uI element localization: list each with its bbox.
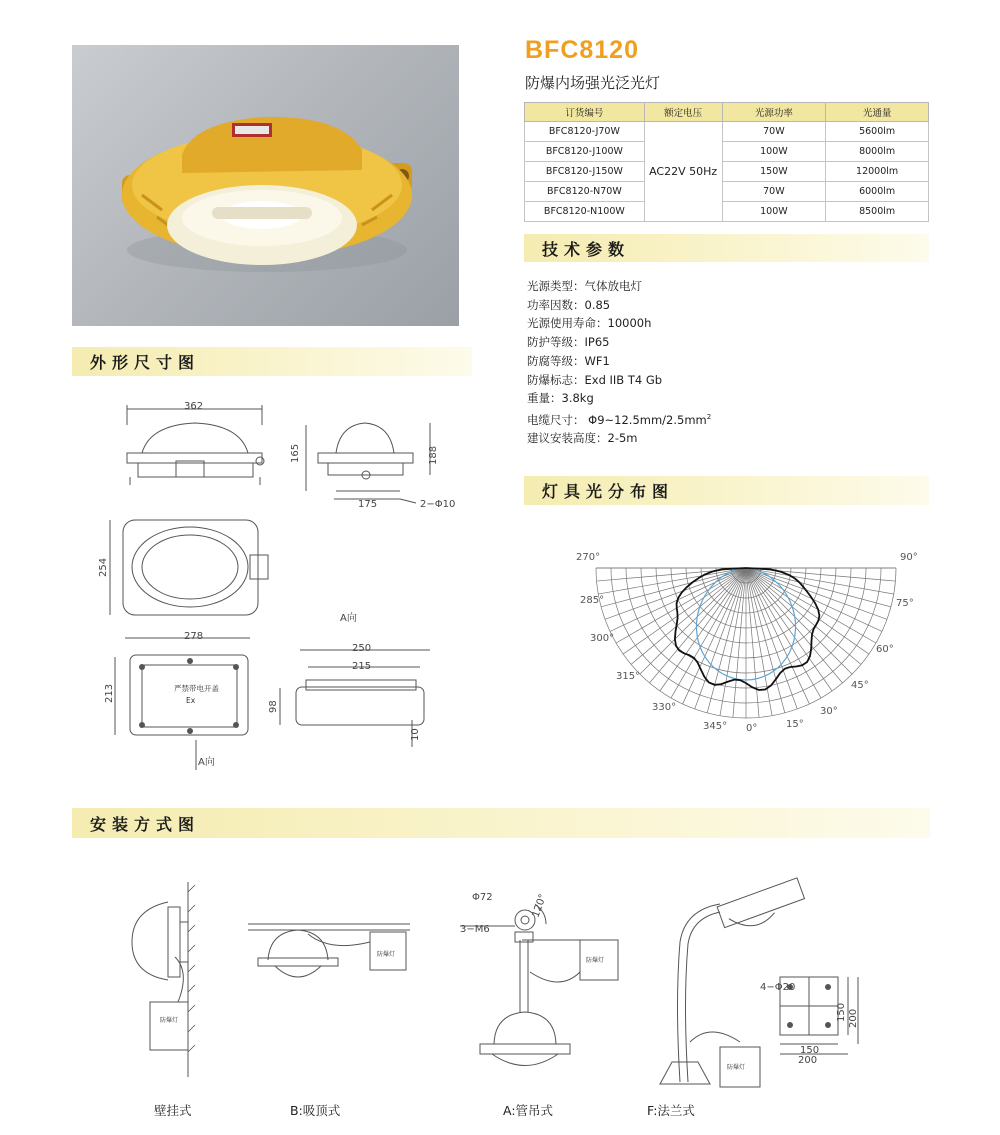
section-tech-params bbox=[524, 234, 929, 262]
param-anticorrosion: 防腐等级：WF1 bbox=[527, 353, 610, 368]
install-label-wall: 壁挂式 bbox=[154, 1103, 192, 1118]
angle-45: 45° bbox=[851, 680, 869, 691]
spec-table-header bbox=[525, 103, 929, 122]
section-dimensions bbox=[72, 347, 472, 376]
flange-150-h: 150 bbox=[800, 1045, 820, 1056]
product-name: 防爆内场强光泛光灯 bbox=[525, 74, 661, 92]
param-cable-text: 电缆尺寸： Φ9~12.5mm/2.5mm bbox=[527, 412, 707, 427]
section-dims-title: 外形尺寸图 bbox=[90, 353, 201, 372]
flange-4-phi20: 4−Φ20 bbox=[760, 982, 796, 993]
wall-box-label: 防爆灯 bbox=[160, 1017, 179, 1024]
param-ip: 防护等级：IP65 bbox=[527, 335, 610, 350]
angle-300: 300° bbox=[590, 633, 615, 644]
polar-spoke bbox=[707, 568, 746, 713]
angle-315: 315° bbox=[616, 671, 641, 682]
install-label-pipe: A:管吊式 bbox=[503, 1103, 554, 1118]
dimension-drawings bbox=[90, 395, 490, 785]
pipe-3m6: 3−M6 bbox=[460, 924, 490, 935]
pipe-box-label: 防爆灯 bbox=[586, 957, 605, 964]
product-photo bbox=[72, 45, 459, 326]
cell-code: BFC8120-J70W bbox=[525, 122, 645, 142]
cell-code: BFC8120-N100W bbox=[525, 202, 645, 222]
product-model: BFC8120 bbox=[525, 36, 639, 64]
install-label-flange: F:法兰式 bbox=[647, 1103, 695, 1118]
flange-200-h: 200 bbox=[798, 1055, 818, 1066]
angle-60: 60° bbox=[876, 644, 894, 655]
dim-250: 250 bbox=[352, 643, 372, 654]
section-light-distribution bbox=[524, 476, 929, 505]
angle-15: 15° bbox=[786, 719, 804, 730]
cell-code: BFC8120-N70W bbox=[525, 182, 645, 202]
pipe-120deg: 120° bbox=[530, 892, 550, 920]
header-voltage: 额定电压 bbox=[644, 103, 722, 122]
spec-table bbox=[524, 102, 929, 222]
cell-flux: 5600lm bbox=[826, 122, 929, 142]
angle-285: 285° bbox=[580, 595, 605, 606]
section-light-title: 灯具光分布图 bbox=[542, 482, 675, 501]
cell-flux: 8000lm bbox=[826, 142, 929, 162]
install-label-ceiling: B:吸顶式 bbox=[290, 1103, 341, 1118]
section-install-title: 安装方式图 bbox=[90, 814, 201, 834]
cell-power: 100W bbox=[722, 202, 826, 222]
param-cable bbox=[527, 408, 711, 430]
angle-345: 345° bbox=[703, 721, 728, 732]
box-plate-warning: 严禁带电开盖 bbox=[174, 684, 219, 693]
header-order-code: 订货编号 bbox=[525, 103, 645, 122]
dim-a-direction-2: A向 bbox=[198, 757, 215, 768]
cell-power: 100W bbox=[722, 142, 826, 162]
cell-voltage: AC22V 50Hz bbox=[644, 122, 722, 222]
cell-code: BFC8120-J100W bbox=[525, 142, 645, 162]
param-height: 建议安装高度：2-5m bbox=[527, 431, 638, 446]
section-installation bbox=[72, 808, 930, 838]
tech-params-list bbox=[527, 277, 711, 448]
polar-grid bbox=[596, 568, 896, 718]
polar-spoke bbox=[746, 568, 891, 607]
ceiling-box-label: 防爆灯 bbox=[377, 951, 396, 958]
dim-188: 188 bbox=[428, 445, 439, 465]
header-power: 光源功率 bbox=[722, 103, 826, 122]
dim-175: 175 bbox=[358, 499, 378, 510]
dim-278: 278 bbox=[184, 631, 204, 642]
pipe-phi72: Φ72 bbox=[472, 892, 493, 903]
angle-75: 75° bbox=[896, 598, 914, 609]
cell-code: BFC8120-J150W bbox=[525, 162, 645, 182]
polar-spoke bbox=[601, 568, 746, 607]
dim-a-direction: A向 bbox=[340, 613, 357, 624]
angle-270: 270° bbox=[576, 552, 601, 563]
param-power-factor: 功率因数：0.85 bbox=[527, 297, 611, 312]
param-life: 光源使用寿命：10000h bbox=[527, 316, 652, 331]
cell-power: 70W bbox=[722, 182, 826, 202]
dim-215: 215 bbox=[352, 661, 372, 672]
header-flux: 光通量 bbox=[826, 103, 929, 122]
param-ex-mark: 防爆标志：Exd IIB T4 Gb bbox=[527, 372, 663, 387]
param-cable-superscript: 2 bbox=[706, 412, 712, 421]
angle-90: 90° bbox=[900, 552, 918, 563]
lamp-illustration bbox=[72, 45, 459, 326]
flange-200-v: 200 bbox=[848, 1008, 859, 1028]
table-row bbox=[525, 202, 929, 222]
dim-165: 165 bbox=[290, 443, 301, 463]
cell-power: 70W bbox=[722, 122, 826, 142]
dim-10: 10 bbox=[410, 728, 421, 741]
light-distribution-chart bbox=[566, 540, 946, 740]
dim-254: 254 bbox=[98, 557, 109, 577]
flange-150-v: 150 bbox=[836, 1002, 847, 1022]
dim-362: 362 bbox=[184, 401, 204, 412]
table-row bbox=[525, 122, 929, 142]
param-source-type: 光源类型：气体放电灯 bbox=[527, 279, 642, 293]
table-row bbox=[525, 142, 929, 162]
param-weight: 重量：3.8kg bbox=[527, 391, 594, 406]
angle-0: 0° bbox=[746, 723, 758, 734]
box-plate-ex: Ex bbox=[186, 696, 196, 705]
table-row bbox=[525, 162, 929, 182]
cell-flux: 6000lm bbox=[826, 182, 929, 202]
angle-330: 330° bbox=[652, 702, 677, 713]
cell-flux: 8500lm bbox=[826, 202, 929, 222]
polar-spoke bbox=[746, 568, 785, 713]
dim-98: 98 bbox=[268, 700, 279, 713]
dim-213: 213 bbox=[104, 683, 115, 703]
dim-2-phi10: 2−Φ10 bbox=[420, 499, 456, 510]
cell-flux: 12000lm bbox=[826, 162, 929, 182]
table-row bbox=[525, 182, 929, 202]
angle-30: 30° bbox=[820, 706, 838, 717]
cell-power: 150W bbox=[722, 162, 826, 182]
installation-drawings bbox=[120, 862, 880, 1097]
section-tech-title: 技术参数 bbox=[542, 239, 631, 259]
flange-box-label: 防爆灯 bbox=[727, 1064, 746, 1071]
